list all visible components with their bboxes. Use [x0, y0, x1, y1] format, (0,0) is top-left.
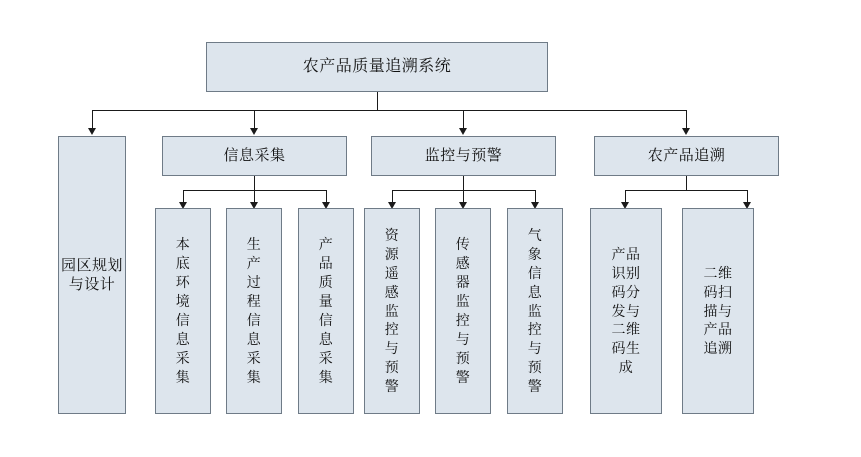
node-branch-4-label: 农产品追溯: [647, 147, 726, 165]
connector-b4-stem: [686, 176, 687, 190]
node-branch-2: [162, 136, 347, 176]
connector-root-bus: [92, 110, 686, 111]
node-branch-2-child-3: [298, 208, 354, 414]
node-branch-3-child-3-label: 气象信息监控与预警: [527, 226, 543, 395]
connector-b4-bus: [625, 190, 747, 191]
node-branch-4-child-2-label: 二维码扫描与产品追溯: [703, 264, 733, 357]
connector-drop-3: [463, 110, 464, 130]
arrow-down-3: [459, 128, 467, 135]
node-branch-2-child-2: [226, 208, 282, 414]
node-branch-2-label: 信息采集: [223, 147, 286, 165]
node-branch-3-child-3: [507, 208, 563, 414]
node-branch-3-child-1-label: 资源遥感监控与预警: [384, 226, 400, 395]
node-branch-2-child-1-label: 本底环境信息采集: [175, 236, 191, 385]
connector-b3-stem: [463, 176, 464, 190]
node-branch-3: [371, 136, 556, 176]
arrow-down-2: [250, 128, 258, 135]
node-branch-1-label: 园区规划与设计: [60, 256, 123, 293]
node-branch-2-child-1: [155, 208, 211, 414]
connector-drop-4: [686, 110, 687, 130]
node-branch-4: [594, 136, 779, 176]
node-branch-2-child-3-label: 产品质量信息采集: [318, 236, 334, 385]
node-branch-3-child-2-label: 传感器监控与预警: [455, 236, 471, 385]
node-branch-4-child-1: [590, 208, 662, 414]
node-branch-1: [58, 136, 126, 414]
node-root: [206, 42, 548, 92]
node-branch-3-label: 监控与预警: [424, 147, 503, 165]
connector-root-stem: [377, 92, 378, 110]
connector-drop-2: [254, 110, 255, 130]
connector-b2-stem: [254, 176, 255, 190]
node-branch-4-child-1-label: 产品识别码分发与二维码生成: [611, 245, 641, 376]
node-branch-3-child-2: [435, 208, 491, 414]
node-branch-2-child-2-label: 生产过程信息采集: [246, 236, 262, 385]
node-root-label: 农产品质量追溯系统: [302, 57, 452, 75]
node-branch-4-child-2: [682, 208, 754, 414]
connector-drop-1: [92, 110, 93, 130]
arrow-down-4: [682, 128, 690, 135]
arrow-down-1: [88, 128, 96, 135]
node-branch-3-child-1: [364, 208, 420, 414]
